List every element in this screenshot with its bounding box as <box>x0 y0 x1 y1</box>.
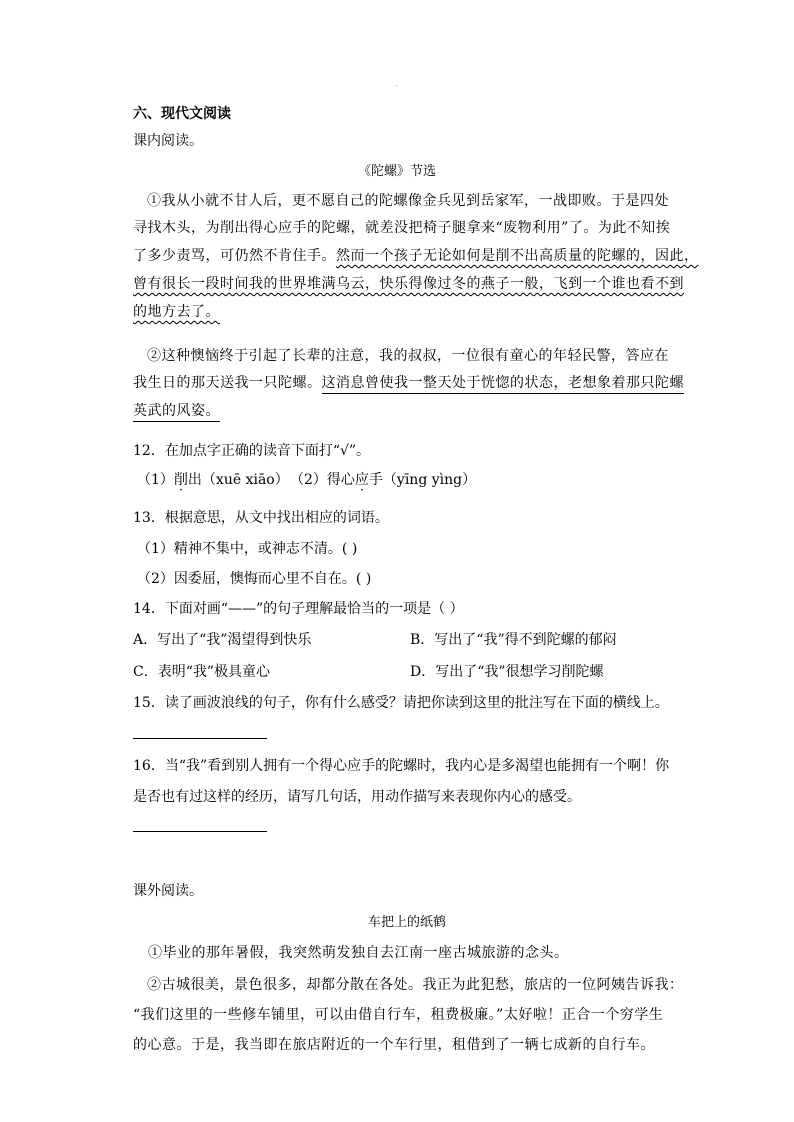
text-line <box>133 400 220 420</box>
text-line: ②这种懊恼终于引起了长辈的注意，我的叔叔，一位很有童心的年轻民警，答应在 <box>147 348 669 364</box>
question-14: 14．下面对画“——”的句子理解最恰当的一项是（ ） <box>133 601 464 617</box>
answer-line-16[interactable] <box>133 831 267 832</box>
extra-label: 课外阅读。 <box>133 883 203 899</box>
extra-title: 车把上的纸鹤 <box>368 915 447 930</box>
question-15: 15．读了画波浪线的句子，你有什么感受？请把你读到这里的批注写在下面的横线上。 <box>133 695 669 711</box>
extra-paragraph-1: ①毕业的那年暑假，我突然萌发独自去江南一座古城旅游的念头。 <box>148 945 569 961</box>
text-line: ②古城很美，景色很多，却都分散在各处。我正为此犯愁，旅店的一位阿姨告诉我： <box>147 977 684 993</box>
text-segment: 我生日的那天送我一只陀螺。 <box>133 375 322 391</box>
pinyin-options: 出（xuē xiāo） <box>187 472 289 488</box>
text-line: 的心意。于是，我当即在旅店附近的一个车行里，租借到了一辆七成新的自行车。 <box>133 1037 655 1053</box>
section-title: 六、现代文阅读 <box>133 106 231 122</box>
text-segment: 了多少责骂，可仍然不肯住手。 <box>133 248 336 264</box>
option-c: C．表明“我”极具童心 <box>133 664 271 680</box>
page-dot <box>396 85 397 86</box>
question-12-item-2 <box>290 469 476 489</box>
item-number: （2）得心 <box>290 472 355 488</box>
text-line <box>133 245 699 265</box>
wavy-sentence: 曾有很长一段时间我的世界堆满乌云，快乐得像过冬的燕子一般，飞到一个谁也看不到 <box>133 276 684 292</box>
option-a: A．写出了“我”渴望得到快乐 <box>133 632 312 648</box>
question-16-line-1: 16．当“我”看到别人拥有一个得心应手的陀螺时，我内心是多渴望也能拥有一个啊！你 <box>133 758 670 774</box>
option-d: D．写出了“我”很想学习削陀螺 <box>410 664 604 680</box>
underlined-sentence: 这消息曾使我一整天处于恍惚的状态，老想象着那只陀螺 <box>322 375 685 394</box>
underlined-sentence: 英武的风姿。 <box>133 403 220 422</box>
text-line: 寻找木头，为削出得心应手的陀螺，就差没把椅子腿拿来“废物利用”了。为此不知挨 <box>133 220 671 236</box>
question-12: 12．在加点字正确的读音下面打“√”。 <box>133 443 371 459</box>
question-16-line-2: 是否也有过这样的经历，请写几句话，用动作描写来表现你内心的感受。 <box>133 789 581 805</box>
dotted-char: 削 <box>173 472 188 488</box>
pinyin-options: 手（yīng yìng） <box>368 472 477 488</box>
answer-line-15[interactable] <box>133 738 267 739</box>
wavy-sentence: 然而一个孩子无论如何是削不出高质量的陀螺的，因此， <box>336 248 699 264</box>
question-13-item-1: （1）精神不集中，或神志不清。( ) <box>137 541 358 557</box>
inclass-title: 《陀螺》节选 <box>358 164 437 179</box>
text-line: ①我从小就不甘人后，更不愿自己的陀螺像金兵见到岳家军，一战即败。于是四处 <box>147 193 669 209</box>
question-12-item-1 <box>137 469 289 489</box>
inclass-label: 课内阅读。 <box>133 133 203 149</box>
question-13: 13．根据意思，从文中找出相应的词语。 <box>133 510 389 526</box>
question-13-item-2: （2）因委屈，懊悔而心里不自在。( ) <box>137 571 372 587</box>
text-line: “我们这里的一些修车铺里，可以由借自行车，租费极廉。”太好啦！正合一个穷学生 <box>133 1007 664 1023</box>
dotted-char: 应 <box>354 472 369 488</box>
option-b: B．写出了“我”得不到陀螺的郁闷 <box>410 632 617 648</box>
text-line <box>133 372 684 392</box>
item-number: （1） <box>137 472 174 488</box>
wavy-sentence: 的地方去了。 <box>133 304 220 320</box>
